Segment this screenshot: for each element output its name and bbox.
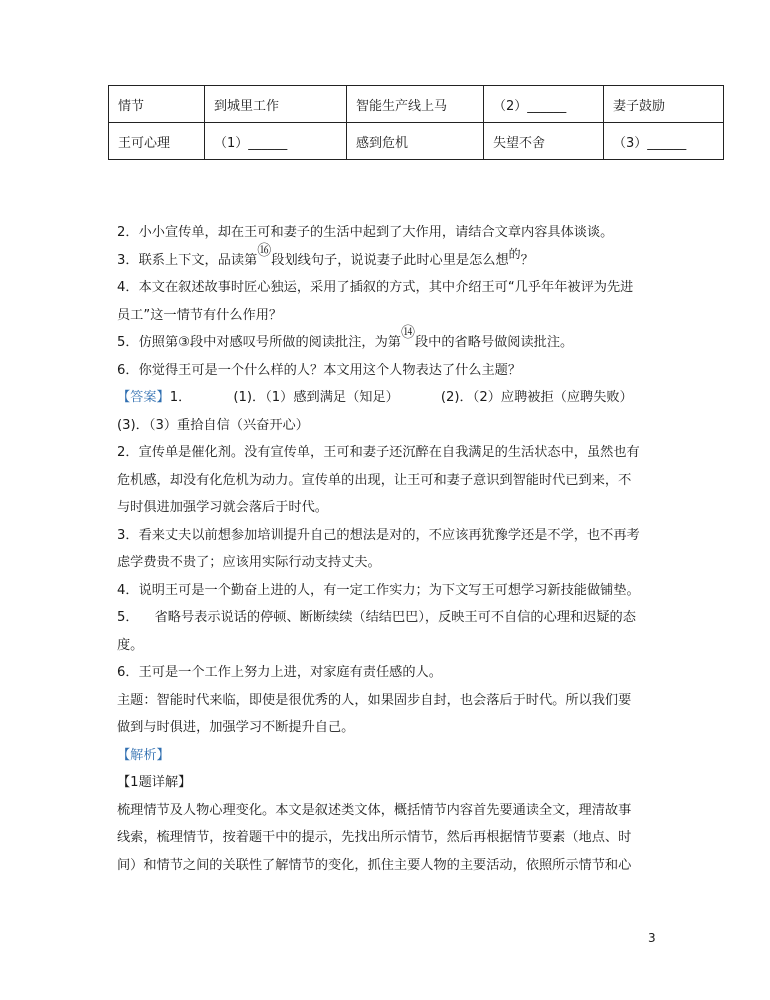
question-4-line-1: 4．本文在叙述故事时匠心独运，采用了插叙的方式，其中介绍王可“几乎年年被评为先进: [117, 280, 634, 295]
analysis-paragraph-line-2: 线索，梳理情节，按着题干中的提示，先找出所示情节，然后再根据情节要素（地点、时: [117, 830, 632, 845]
answer-4: 4．说明王可是一个勤奋上进的人，有一定工作实力；为下文写王可想学习新技能做铺垫。: [117, 582, 640, 598]
answer-6: 6．王可是一个工作上努力上进，对家庭有责任感的人。: [117, 665, 442, 680]
table-cell: 感到危机: [347, 123, 484, 160]
question-6: 6．你觉得王可是一个什么样的人？本文用这个人物表达了什么主题？: [117, 362, 522, 378]
analysis-paragraph-line-1: 梳理情节及人物心理变化。本文是叙述类文体，概括情节内容首先要通读全文，理清故事: [117, 802, 632, 818]
theme-line-2: 做到与时俱进，加强学习不断提升自己。: [117, 720, 355, 735]
answer-2-line-1: 2．宣传单是催化剂。没有宣传单，王可和妻子还沉醉在自我满足的生活状态中，虽然也有: [117, 445, 640, 460]
table-cell: （3）______: [604, 123, 724, 160]
table-cell: 王可心理: [109, 123, 205, 160]
answer-tag: 【答案】: [117, 390, 170, 405]
answer-2-line-3: 与时俱进加强学习就会落后于时代。: [117, 500, 328, 515]
question-3: 3．联系上下文，品读第⑯段划线句子，说说妻子此时心里是怎么想的？: [117, 242, 534, 268]
answer-3-line-1: 3．看来丈夫以前想参加培训提升自己的想法是对的，不应该再犹豫学还是不学，也不再考: [117, 527, 640, 543]
analysis-paragraph-line-3: 间）和情节之间的关联性了解情节的变化，抓住主要人物的主要活动，依照所示情节和心: [117, 857, 632, 873]
table-cell: 失望不舍: [484, 123, 604, 160]
question-2: 2．小小宣传单，却在王可和妻子的生活中起到了大作用，请结合文章内容具体谈谈。: [117, 225, 614, 240]
table-cell: 到城里工作: [205, 86, 347, 123]
table-cell: （1）______: [205, 123, 347, 160]
page-number: 3: [648, 931, 656, 945]
table-row: [109, 123, 724, 160]
analysis-subheading: 【1题详解】: [117, 775, 192, 790]
theme-line-1: 主题：智能时代来临，即使是很优秀的人，如果固步自封，也会落后于时代。所以我们要: [117, 692, 632, 708]
circled-number: ⑯: [257, 242, 272, 259]
table-cell: 智能生产线上马: [347, 86, 484, 123]
table-cell: 妻子鼓励: [604, 86, 724, 123]
table-cell: 情节: [109, 86, 205, 123]
analysis-tag: 【解析】: [117, 747, 170, 763]
answer-5: 5． 省略号表示说话的停顿、断断续续（结结巴巴），反映王可不自信的心理和迟疑的态: [117, 610, 636, 625]
answer-2-line-2: 危机感，却没有化危机为动力。宣传单的出现，让王可和妻子意识到智能时代已到来，不: [117, 472, 632, 488]
circled-number: ⑭: [400, 325, 415, 341]
table-row: [109, 86, 724, 123]
table-cell: （2）______: [484, 86, 604, 123]
plot-psychology-table: [108, 85, 724, 160]
answer-5-cont: 度。: [117, 637, 144, 653]
answer-1: 【答案】1． (1)．（1）感到满足（知足） (2)．（2）应聘被拒（应聘失败）: [117, 390, 633, 405]
question-5: 5．仿照第③段中对感叹号所做的阅读批注，为第⑭段中的省略号做阅读批注。: [117, 325, 574, 350]
answer-3-line-2: 虑学费贵不贵了；应该用实际行动支持丈夫。: [117, 555, 381, 570]
answer-1-cont: (3)．（3）重拾自信（兴奋开心）: [117, 417, 309, 433]
question-4-line-2: 员工”这一情节有什么作用？: [117, 307, 283, 323]
body-text: [117, 219, 657, 879]
